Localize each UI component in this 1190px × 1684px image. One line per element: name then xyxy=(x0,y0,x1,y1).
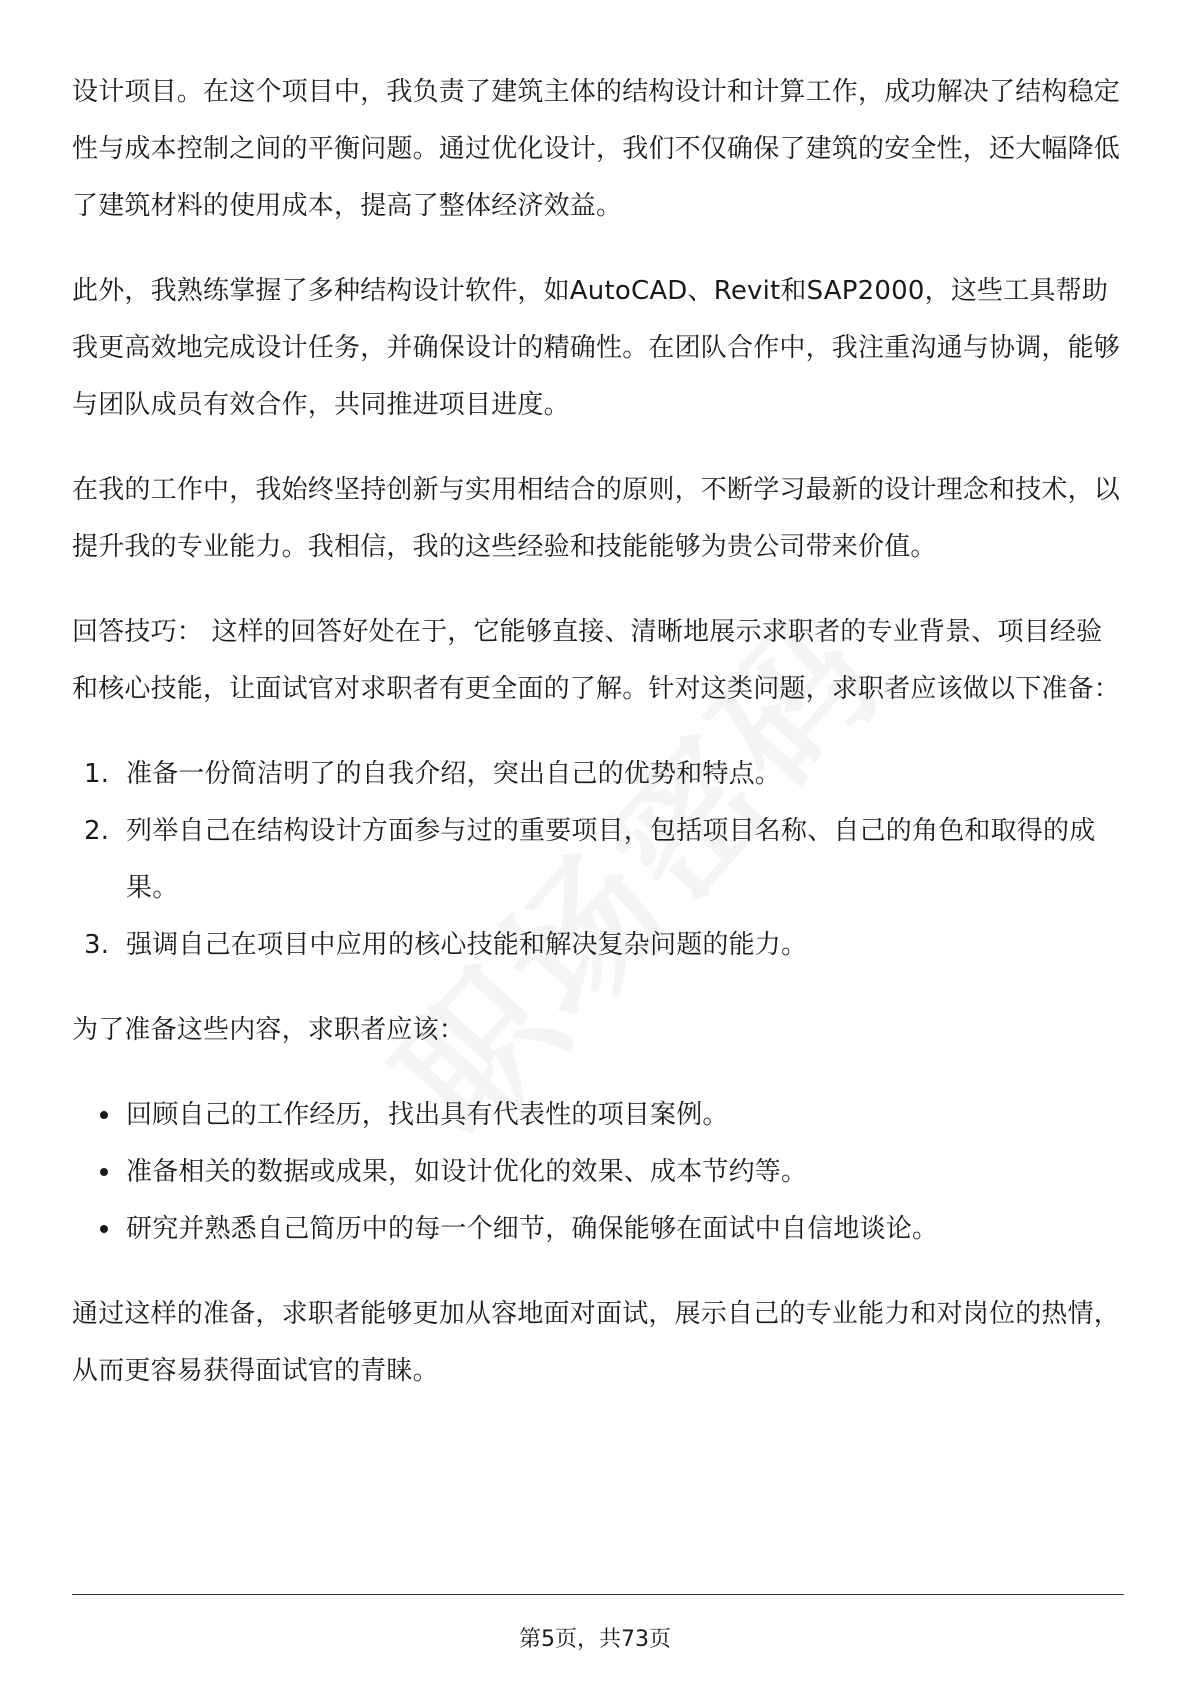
page-number: 第5页，共73页 xyxy=(519,1627,671,1652)
document-body xyxy=(72,64,1124,1428)
bullet-icon xyxy=(100,1225,108,1233)
bullet-icon xyxy=(100,1111,108,1119)
list-item xyxy=(72,917,1124,974)
list-item-text: 研究并熟悉自己简历中的每一个细节，确保能够在面试中自信地谈论。 xyxy=(126,1214,939,1244)
list-item-text: 回顾自己的工作经历，找出具有代表性的项目案例。 xyxy=(126,1100,729,1130)
numbered-list xyxy=(72,746,1124,974)
list-item xyxy=(72,803,1124,917)
list-item-text: 准备一份简洁明了的自我介绍，突出自己的优势和特点。 xyxy=(126,759,782,789)
list-item-text: 准备相关的数据或成果，如设计优化的效果、成本节约等。 xyxy=(126,1157,808,1187)
bullet-list xyxy=(72,1087,1124,1258)
list-item xyxy=(72,746,1124,803)
paragraph-1: 设计项目。在这个项目中，我负责了建筑主体的结构设计和计算工作，成功解决了结构稳定性与成本控制之间的平衡问题。通过优化设计，我们不仅确保了建筑的安全性，还大幅降低了建筑材料的使用成本，提高了整体经济效益。 xyxy=(72,77,1121,221)
paragraph-answer-tips: 回答技巧： 这样的回答好处在于，它能够直接、清晰地展示求职者的专业背景、项目经验和核心技能，让面试官对求职者有更全面的了解。针对这类问题，求职者应该做以下准备： xyxy=(72,617,1121,704)
paragraph-2: 此外，我熟练掌握了多种结构设计软件，如AutoCAD、Revit和SAP2000，这些工具帮助我更高效地完成设计任务，并确保设计的精确性。在团队合作中，我注重沟通与协调，能够与团队成员有效合作，共同推进项目进度。 xyxy=(72,276,1121,420)
list-item xyxy=(72,1201,1124,1258)
list-marker: 3. xyxy=(84,930,110,960)
list-marker: 1. xyxy=(84,759,110,789)
list-item-text: 强调自己在项目中应用的核心技能和解决复杂问题的能力。 xyxy=(126,930,808,960)
paragraph-6: 通过这样的准备，求职者能够更加从容地面对面试，展示自己的专业能力和对岗位的热情，从而更容易获得面试官的青睐。 xyxy=(72,1299,1121,1386)
list-marker: 2. xyxy=(84,816,110,846)
paragraph-3: 在我的工作中，我始终坚持创新与实用相结合的原则，不断学习最新的设计理念和技术，以提升我的专业能力。我相信，我的这些经验和技能能够为贵公司带来价值。 xyxy=(72,475,1121,562)
list-item xyxy=(72,1144,1124,1201)
footer-divider xyxy=(72,1594,1124,1595)
list-item-text: 列举自己在结构设计方面参与过的重要项目，包括项目名称、自己的角色和取得的成果。 xyxy=(126,816,1096,903)
list-item xyxy=(72,1087,1124,1144)
paragraph-5: 为了准备这些内容，求职者应该： xyxy=(72,1015,466,1045)
bullet-icon xyxy=(100,1168,108,1176)
